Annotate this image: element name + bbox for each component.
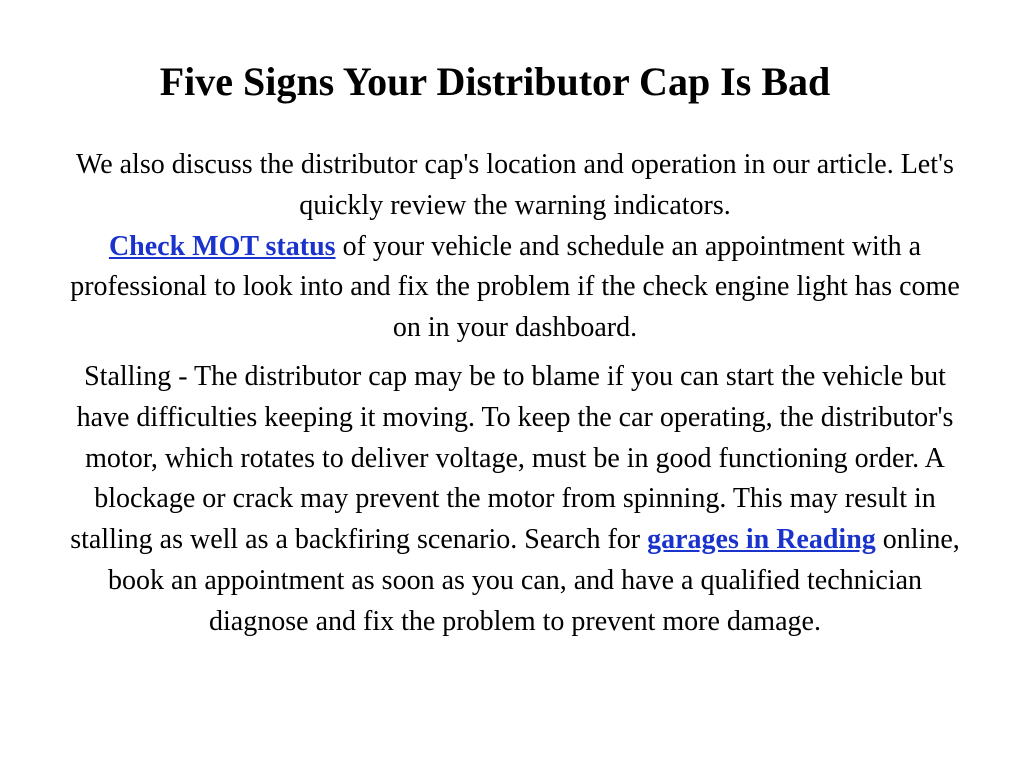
- intro-text-after: of your vehicle and schedule an appointment with a professional to look into and fix the problem if the check engine light has come on in your dashboard.: [70, 230, 960, 344]
- page-title: Five Signs Your Distributor Cap Is Bad: [159, 59, 831, 104]
- stalling-text-before: Stalling - The distributor cap may be to blame if you can start the vehicle but have difficulties keeping it moving. To keep the car operating, the distributor's motor, which rotates to deliver voltage, must be in good functioning order. A blockage or crack may prevent the motor from spinning. This may result in stalling as well as a backfiring scenario. Search for: [70, 361, 954, 556]
- check-mot-status-link[interactable]: Check MOT status: [108, 230, 336, 262]
- stalling-text-after: online, book an appointment as soon as you can, and have a qualified technician diagnose and fix the problem to prevent more damage.: [107, 524, 960, 637]
- garages-in-reading-link[interactable]: garages in Reading: [647, 524, 876, 556]
- intro-paragraph: [70, 145, 960, 349]
- intro-text-before: We also discuss the distributor cap's location and operation in our article. Let's quickly review the warning indicators.: [76, 149, 954, 221]
- stalling-paragraph: [60, 357, 970, 643]
